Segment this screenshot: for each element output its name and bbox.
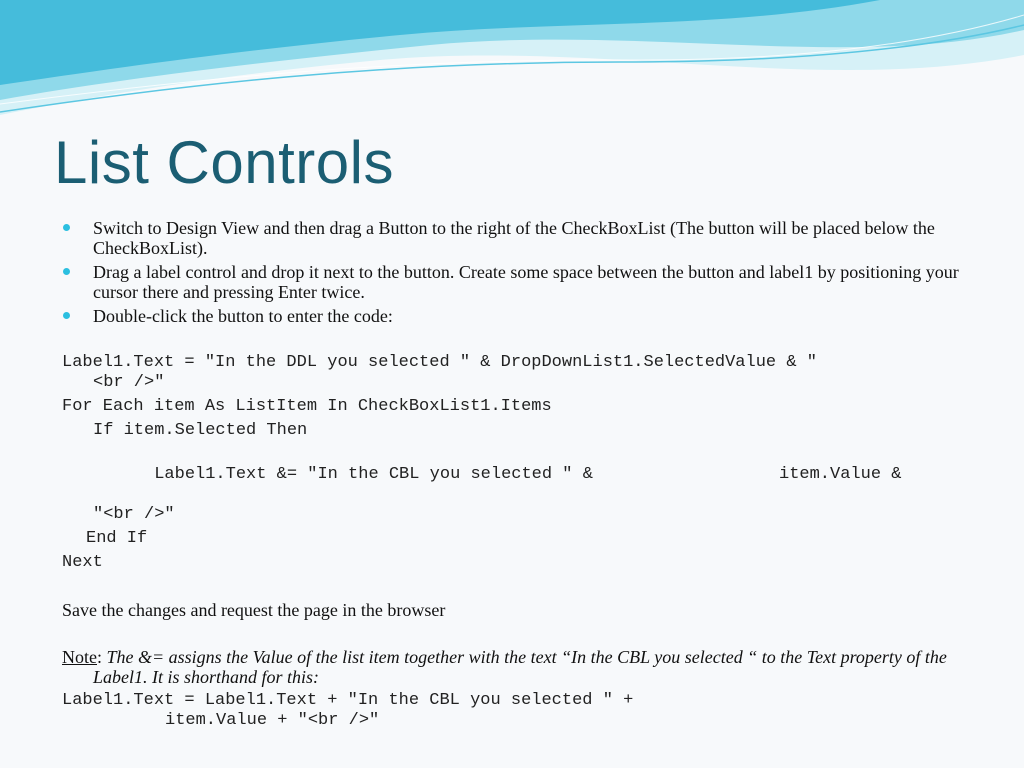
bullet-text: Drag a label control and drop it next to the button. Create some space between the button and label1 by positioning your cursor there and pressing Enter twice. xyxy=(93,262,959,302)
code-line: "<br />" xyxy=(93,505,175,524)
bullet-dot-icon xyxy=(63,268,70,275)
bullet-dot-icon xyxy=(63,224,70,231)
bullet-item xyxy=(62,218,962,258)
code-block-1 xyxy=(62,353,962,573)
code-line: If item.Selected Then xyxy=(93,421,308,440)
header-wave-decoration xyxy=(0,0,1024,130)
bullet-text: Double-click the button to enter the code: xyxy=(93,306,393,326)
code-block-2 xyxy=(62,691,962,731)
code-fragment: item.Value & xyxy=(779,465,902,484)
code-line: item.Value + "<br />" xyxy=(165,711,380,730)
note-paragraph xyxy=(62,647,962,687)
code-line: Label1.Text = Label1.Text + "In the CBL you selected " + xyxy=(62,691,634,710)
code-line xyxy=(62,445,962,505)
note-label: Note xyxy=(62,647,97,667)
code-line: Next xyxy=(62,553,103,572)
code-line: For Each item As ListItem In CheckBoxList1.Items xyxy=(62,397,552,416)
note-colon: : xyxy=(97,647,103,667)
note-body: The &= assigns the Value of the list item together with the text “In the CBL you selected “ to the Text property of the Label1. It is shorthand for this: xyxy=(93,647,947,687)
save-instruction: Save the changes and request the page in the browser xyxy=(62,600,446,620)
code-line: <br />" xyxy=(93,373,165,392)
slide-title: List Controls xyxy=(54,129,394,196)
code-line: End If xyxy=(86,529,148,548)
bullet-item xyxy=(62,262,962,302)
bullet-dot-icon xyxy=(63,312,70,319)
code-fragment: Label1.Text &= "In the CBL you selected " & xyxy=(154,465,593,484)
bullet-item xyxy=(62,306,962,326)
code-line: Label1.Text = "In the DDL you selected " & DropDownList1.SelectedValue & " xyxy=(62,353,817,372)
slide-content xyxy=(62,218,962,731)
bullet-text: Switch to Design View and then drag a Button to the right of the CheckBoxList (The button will be placed below the CheckBoxList). xyxy=(93,218,935,258)
bullet-list xyxy=(62,218,962,326)
